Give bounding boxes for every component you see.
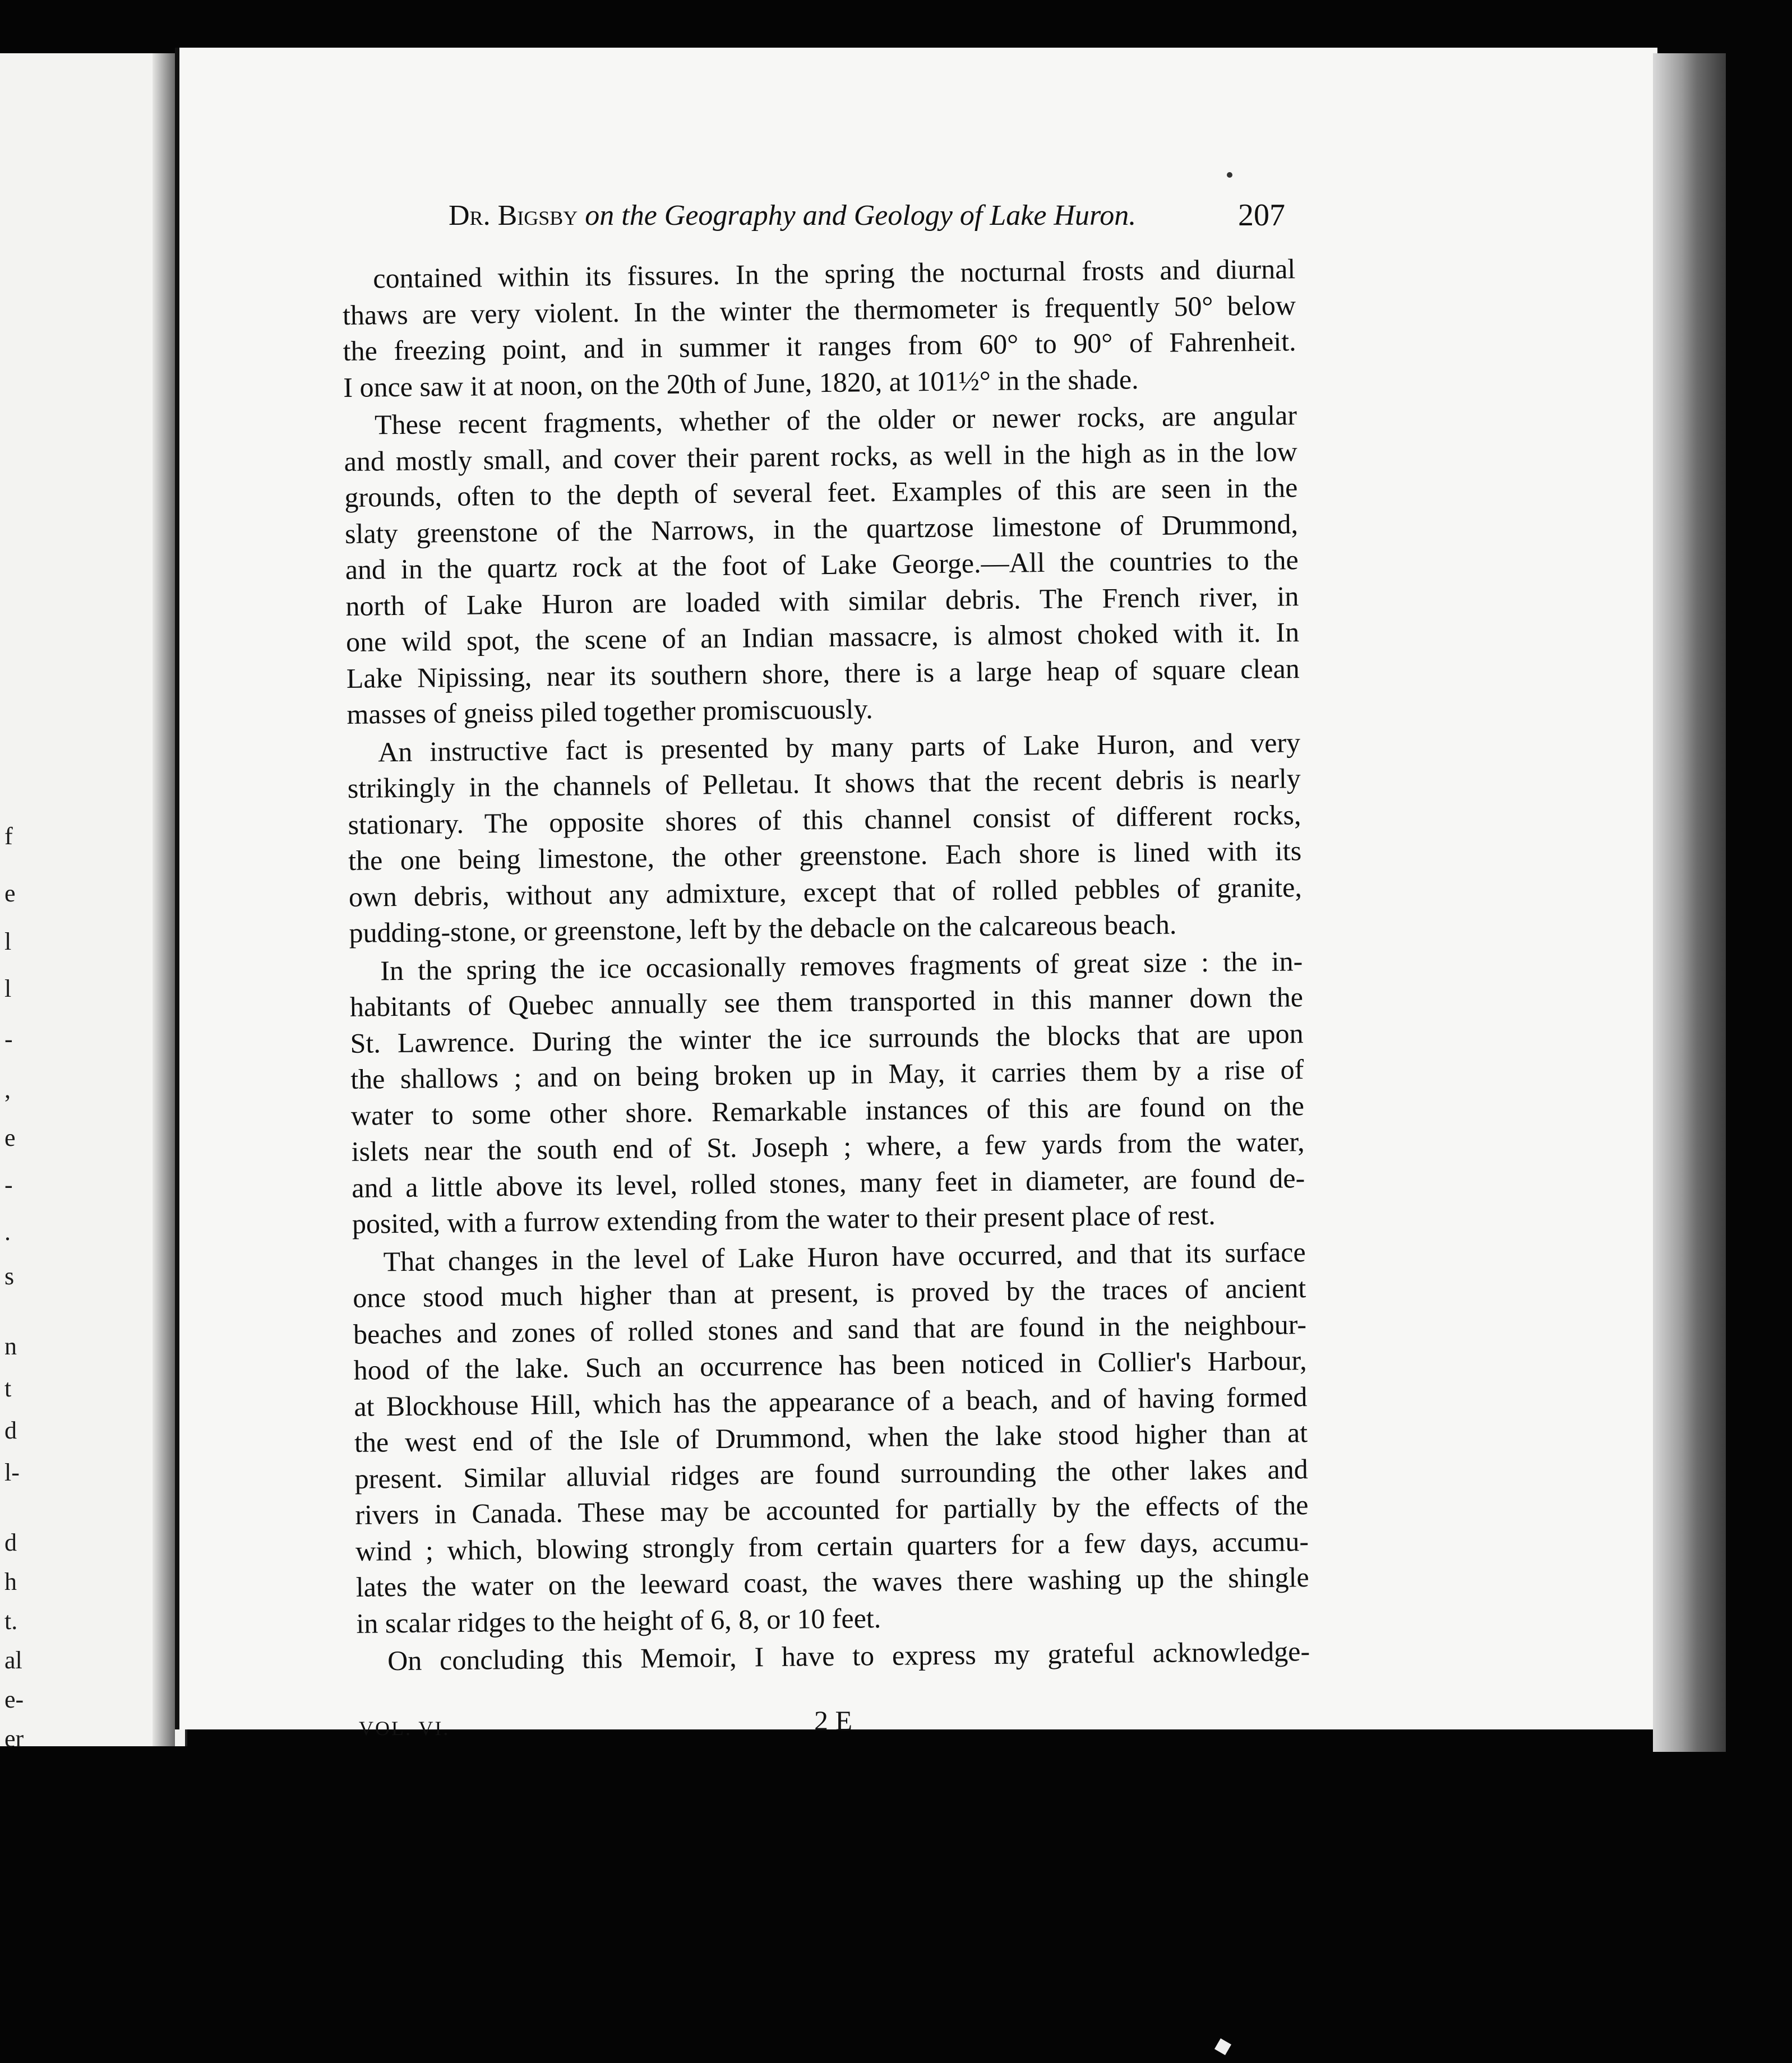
gutter-shadow: [153, 53, 175, 1746]
facing-page-letter: e: [4, 880, 16, 907]
text-line: strikingly in the channels of Pelletau. It shows that the recent debris is nearly: [347, 762, 1301, 804]
body-text: [342, 251, 1310, 1681]
text-line: St. Lawrence. During the winter the ice surrounds the blocks that are upon: [350, 1017, 1304, 1059]
text-line: once stood much higher than at present, is proved by the traces of ancient: [353, 1272, 1306, 1313]
page-edge: [1653, 53, 1726, 1752]
text-line: present. Similar alluvial ridges are found surrounding the other lakes and: [354, 1453, 1308, 1495]
text-line: An instructive fact is presented by many parts of Lake Huron, and very: [377, 726, 1301, 767]
text-line: in scalar ridges to the height of 6, 8, or 10 feet.: [356, 1602, 881, 1639]
text-line: own debris, without any admixture, except that of rolled pebbles of granite,: [348, 871, 1303, 913]
paragraph: [344, 397, 1300, 732]
text-line: These recent fragments, whether of the older or newer rocks, are angular: [374, 399, 1297, 441]
text-line: at Blockhouse Hill, which has the appearance of a beach, and of having formed: [354, 1380, 1308, 1422]
text-line: water to some other shore. Remarkable instances of this are found on the: [350, 1089, 1305, 1131]
text-line: habitants of Quebec annually see them transported in this manner down the: [349, 981, 1304, 1023]
facing-page-letter: t.: [4, 1607, 18, 1635]
text-line: the west end of the Isle of Drummond, when the lake stood higher than at: [354, 1417, 1308, 1458]
text-line: the freezing point, and in summer it ranges from 60° to 90° of Fahrenheit.: [343, 325, 1296, 367]
text-line: islets near the south end of St. Joseph ; where, a few yards from the water,: [351, 1126, 1305, 1167]
text-line: posited, with a furrow extending from the water to their present place of rest.: [352, 1199, 1216, 1239]
paragraph: [352, 1234, 1309, 1641]
facing-page-letter: .: [4, 1218, 11, 1246]
running-head: [449, 199, 1306, 244]
text-line: That changes in the level of Lake Huron have occurred, and that its surface: [383, 1236, 1306, 1277]
facing-page-letter: l: [4, 975, 12, 1002]
text-line: stationary. The opposite shores of this channel consist of different rocks,: [348, 798, 1301, 840]
text-line: and a little above its level, rolled stones, many feet in diameter, are found de-: [352, 1162, 1305, 1204]
paragraph: [347, 724, 1303, 951]
text-line: one wild spot, the scene of an Indian massacre, is almost choked with it. In: [345, 616, 1300, 658]
text-line: slaty greenstone of the Narrows, in the quartzose limestone of Drummond,: [344, 507, 1299, 549]
facing-page-letter: t: [4, 1375, 12, 1402]
facing-page-letter: s: [4, 1262, 15, 1290]
facing-page-letter: d: [4, 1417, 17, 1444]
facing-page-letter: l-: [4, 1459, 20, 1486]
facing-page-letter: h: [4, 1568, 17, 1595]
text-line: pudding-stone, or greenstone, left by the debacle on the calcareous beach.: [349, 908, 1177, 949]
ink-speck: [1227, 172, 1232, 178]
running-head-author: Dr. Bigsby: [449, 200, 578, 232]
text-line: masses of gneiss piled together promiscuously.: [347, 693, 873, 730]
text-line: wind ; which, blowing strongly from certain quarters for a few days, accumu-: [355, 1525, 1309, 1567]
text-line: beaches and zones of rolled stones and sand that are found in the neighbour-: [353, 1308, 1307, 1350]
facing-page-letter: e-: [4, 1686, 24, 1713]
facing-page-letter: d: [4, 1529, 17, 1556]
facing-page-letter: -: [4, 1025, 13, 1053]
paragraph: [342, 251, 1297, 405]
signature-mark: 2 E: [814, 1705, 853, 1736]
facing-page-letter: er: [4, 1725, 24, 1752]
text-line: the one being limestone, the other greenstone. Each shore is lined with its: [348, 835, 1302, 876]
running-head-title: on the Geography and Geology of Lake Huron.: [585, 200, 1137, 232]
text-line: I once saw it at noon, on the 20th of June, 1820, at 101½° in the shade.: [343, 363, 1139, 403]
text-line: contained within its fissures. In the spring the nocturnal frosts and diurnal: [373, 253, 1296, 294]
text-line: and in the quartz rock at the foot of Lake George.—All the countries to the: [345, 544, 1299, 585]
text-line: rivers in Canada. These may be accounted for partially by the effects of the: [355, 1489, 1309, 1530]
text-line: the shallows ; and on being broken up in May, it carries them by a rise of: [350, 1053, 1304, 1095]
text-line: In the spring the ice occasionally removes fragments of great size : the in-: [380, 945, 1303, 986]
facing-page-letter: ,: [4, 1076, 11, 1103]
facing-page-letter: al: [4, 1646, 22, 1674]
text-line: and mostly small, and cover their parent rocks, as well in the high as in the low: [344, 435, 1297, 477]
text-line: On concluding this Memoir, I have to express my grateful acknowledge-: [387, 1635, 1310, 1677]
facing-page-letter: e: [4, 1124, 16, 1151]
text-line: lates the water on the leeward coast, the waves there washing up the shingle: [355, 1561, 1309, 1603]
facing-page-letter: l: [4, 928, 12, 955]
facing-page-letter: n: [4, 1333, 17, 1360]
scan-artifact: [1214, 2038, 1231, 2055]
text-line: grounds, often to the depth of several feet. Examples of this are seen in the: [344, 471, 1298, 513]
paragraph: [357, 1633, 1310, 1679]
text-line: north of Lake Huron are loaded with similar debris. The French river, in: [345, 580, 1299, 622]
paragraph: [349, 943, 1305, 1242]
facing-page-letter: f: [4, 822, 13, 850]
page-number: 207: [1238, 198, 1285, 233]
text-line: thaws are very violent. In the winter the thermometer is frequently 50° below: [342, 289, 1296, 331]
text-line: hood of the lake. Such an occurrence has been noticed in Collier's Harbour,: [353, 1344, 1307, 1386]
facing-page-letter: -: [4, 1171, 13, 1199]
text-line: Lake Nipissing, near its southern shore, there is a large heap of square clean: [346, 652, 1300, 694]
volume-label: VOL. VI.: [359, 1717, 450, 1740]
